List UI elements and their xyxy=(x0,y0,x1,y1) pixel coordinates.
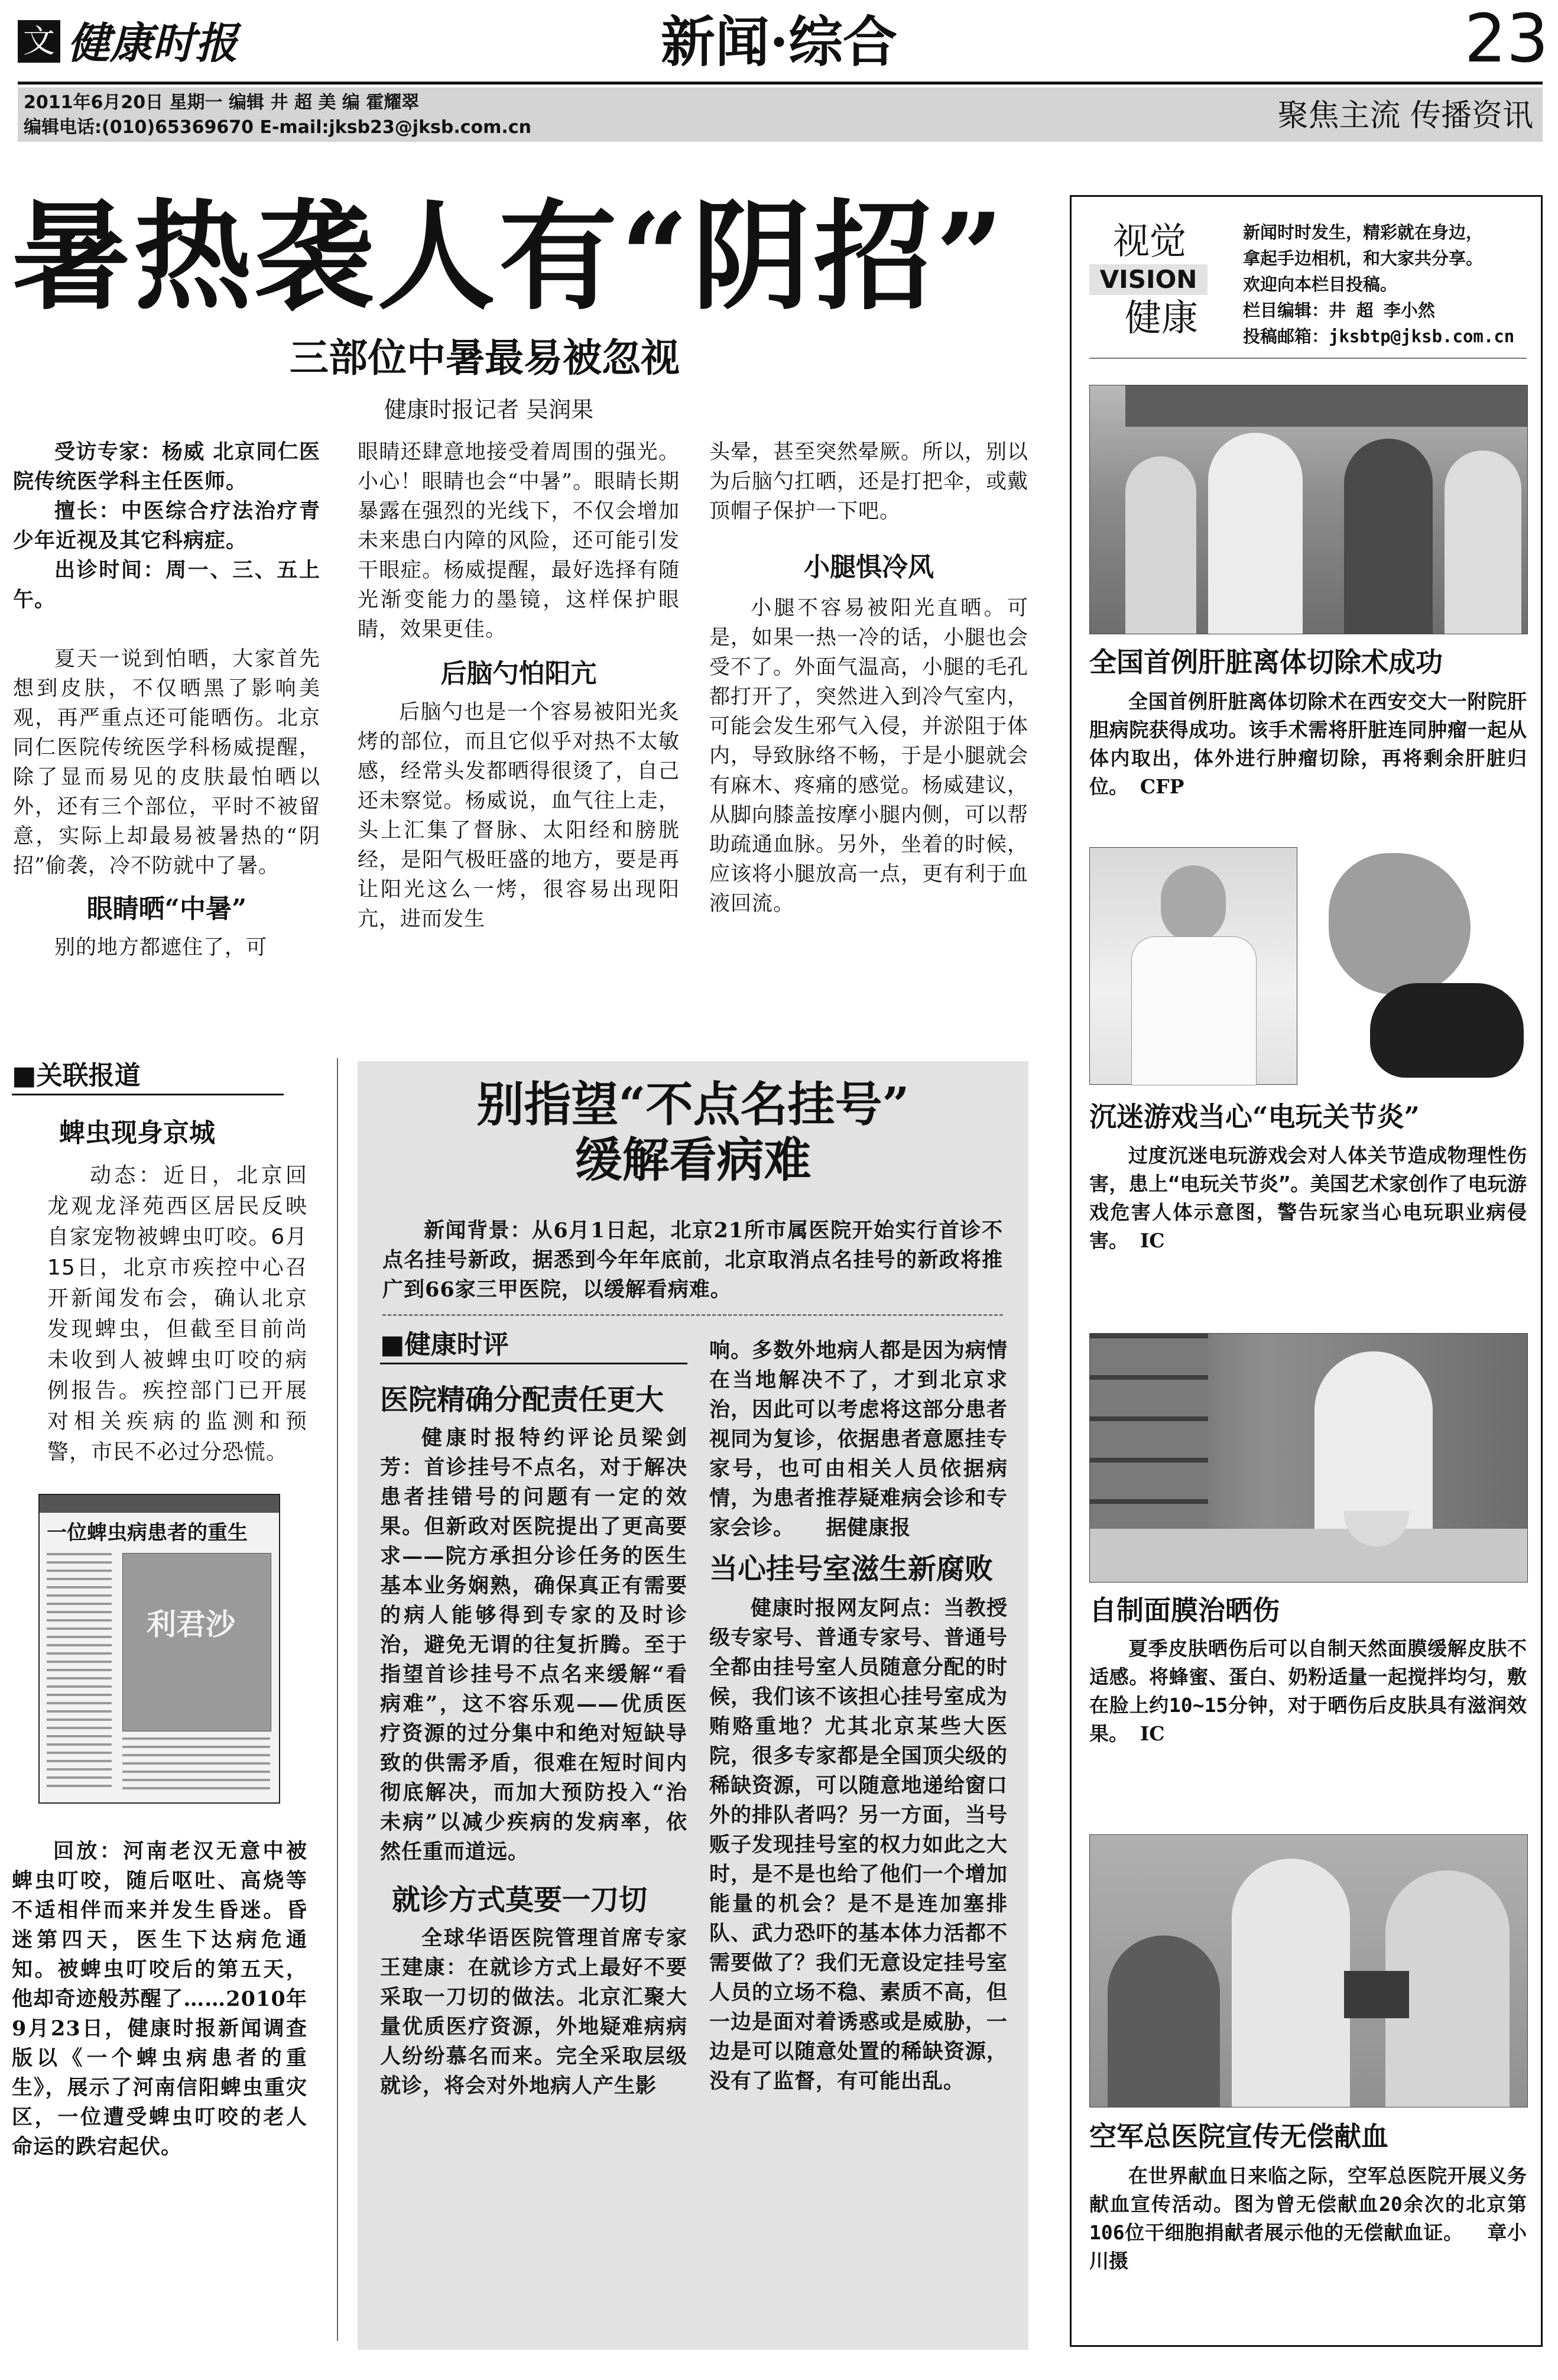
expert-intro-line: 出诊时间：周一、三、五上午。 xyxy=(13,558,320,612)
subheading-eyes: 眼睛晒“中暑” xyxy=(86,894,247,924)
expert-intro-line: 擅长：中医综合疗法治疗青少年近视及其它科病症。 xyxy=(13,499,320,553)
clipping-header-bar xyxy=(40,1495,279,1513)
masthead-info-bar xyxy=(18,87,1543,142)
vision-item-body: 全国首例肝脏离体切除术在西安交大一附院肝胆病院获得成功。该手术需将肝脏连同肿瘤一起从体内取出，体外进行肿瘤切除，再将剩余肝脏归位。 xyxy=(1089,690,1527,798)
vision-item-title: 全国首例肝脏离体切除术成功 xyxy=(1089,646,1443,678)
photo-liver-surgery xyxy=(1089,385,1528,634)
comment-column-right xyxy=(709,1336,1008,2341)
photo-controller xyxy=(1370,983,1524,1078)
photo-blood-donation xyxy=(1089,1834,1528,2107)
expert-intro xyxy=(13,437,320,615)
clipping-ad-image xyxy=(122,1553,271,1732)
photo-figure xyxy=(1344,439,1433,634)
vision-intro xyxy=(1243,219,1533,349)
comment-source: 据健康报 xyxy=(826,1516,911,1540)
lead-column-3 xyxy=(709,437,1028,1040)
lead-headline: 暑热袭人有“阴招” xyxy=(12,187,1008,326)
photo-banner xyxy=(1125,385,1527,427)
vision-item-body: 夏季皮肤晒伤后可以自制天然面膜缓解皮肤不适感。将蜂蜜、蛋白、奶粉适量一起搅拌均匀，敷在脸上约10~15分钟，对于晒伤后皮肤具有滋润效果。 xyxy=(1089,1637,1527,1745)
photo-figure xyxy=(1161,865,1226,942)
lead-column-1 xyxy=(13,437,320,1040)
photo-table xyxy=(1090,1529,1527,1582)
vision-item-title: 沉迷游戏当心“电玩关节炎” xyxy=(1089,1101,1420,1133)
photo-certificate xyxy=(1344,1971,1409,2018)
paper-logo-glyph: 文 xyxy=(18,20,60,63)
comment-body: 健康时报网友阿点：当教授级专家号、普通专家号、普通号全都由挂号室人员随意分配的时候，我们该不该担心挂号室成为贿赂重地？尤其北京某些大医院，很多专家都是全国顶尖级的稀缺资源，可以随意地递给窗口外的排队者吗？另一方面，当号贩子发现挂号室的权力如此之大时，是不是也给了他们一个增加能量的机会？是不是连加塞排队、武力恐吓的基本体力活都不需要做了？我们无意设定挂号室人员的立场不稳、素质不高，但一边是面对着诱惑或是威胁，一边是可以随意处置的稀缺资源，没有了监督，有可能出乱。 xyxy=(709,1596,1008,2093)
photo-credit: CFP xyxy=(1140,775,1184,798)
subheading-back-of-head: 后脑勺怕阳亢 xyxy=(440,659,597,689)
comment-body: 全球华语医院管理首席专家王建康：在就诊方式上最好不要采取一刀切的做法。北京汇聚大量优质医疗资源，外地疑难病病人纷纷慕名而来。完全采取层级就诊，将会对外地病人产生影 xyxy=(380,1926,687,2098)
registration-box xyxy=(358,1061,1028,2350)
lead-paragraph: 别的地方都遮住了，可 xyxy=(54,936,268,959)
vision-item-body: 在世界献血日来临之际，空军总医院开展义务献血宣传活动。图为曾无偿献血20余次的北京第106位干细胞捐献者展示他的无偿献血证。 xyxy=(1089,2164,1527,2244)
photo-credit: IC xyxy=(1140,1229,1165,1252)
photo-figure xyxy=(1125,456,1196,634)
vision-intro-line: 欢迎向本栏目投稿。 xyxy=(1243,274,1398,294)
photo-figure xyxy=(1445,450,1521,634)
photo-figure xyxy=(1131,936,1257,1085)
vision-header-rule xyxy=(1089,358,1527,359)
photo-figure xyxy=(1232,1859,1350,2107)
lead-paragraph: 头晕，甚至突然晕厥。所以，别以为后脑勺扛晒，还是打把伞，或戴顶帽子保护一下吧。 xyxy=(709,440,1029,523)
vision-email: 投稿邮箱：jksbtp@jksb.com.cn xyxy=(1243,326,1515,346)
vision-item-body: 过度沉迷电玩游戏会对人体关节造成物理性伤害，患上“电玩关节炎”。美国艺术家创作了电玩游戏危害人体示意图，警告玩家当心电玩职业病侵害。 xyxy=(1089,1144,1527,1252)
masthead-rule xyxy=(18,82,1543,85)
photo-credit: 章小川摄 xyxy=(1089,2221,1527,2272)
photo-figure xyxy=(1208,433,1303,634)
related-review: 回放：河南老汉无意中被蜱虫叮咬，随后呕吐、高烧等不适相伴而来并发生昏迷。昏迷第四天，医生下达病危通知。被蜱虫叮咬后的第五天，他却奇迹般苏醒了……2010年9月23日，健康时报新闻调查版以《一个蜱虫病患者的重生》，展示了河南信阳蜱虫重灾区，一位遭受蜱虫叮咬的老人命运的跌宕起伏。 xyxy=(12,1839,307,2159)
subheading-calves: 小腿惧冷风 xyxy=(804,552,934,582)
lead-byline: 健康时报记者 吴润果 xyxy=(384,397,594,423)
related-report xyxy=(12,1058,319,2353)
vision-item-text xyxy=(1089,688,1527,801)
vision-label-cn: 视觉 xyxy=(1113,219,1187,262)
comment-body: 健康时报特约评论员梁剑芳：首诊挂号不点名，对于解决患者挂错号的问题有一定的效果。但新政对医院提出了更高要求——院方承担分诊任务的医生基本业务娴熟，确保真正有需要的病人能够得到专家的及时诊治，避免无谓的往复折腾。至于指望首诊挂号不点名来缓解“看病难”，这不容乐观——优质医疗资源的过分集中和绝对短缺导致的供需矛盾，很难在短时间内彻底解决，而加大预防投入“治未病”以减少疾病的发病率，依然任重而道远。 xyxy=(380,1426,687,1864)
news-background: 新闻背景：从6月1日起，北京21所市属医院开始实行首诊不点名挂号新政，据悉到今年年底前，北京取消点名挂号的新政将推广到66家三甲医院，以缓解看病难。 xyxy=(382,1218,1003,1302)
newspaper-clipping xyxy=(38,1494,280,1804)
vision-item-text xyxy=(1089,1142,1527,1255)
expert-intro-line: 受访专家：杨威 北京同仁医院传统医学科主任医师。 xyxy=(13,440,320,494)
contact-line: 编辑电话:(010)65369670 E-mail:jksb23@jksb.com.cn xyxy=(24,117,531,138)
vision-item-title: 自制面膜治晒伤 xyxy=(1089,1594,1280,1626)
lead-subheadline: 三部位中暑最易被忽视 xyxy=(290,335,680,381)
comment-column-left xyxy=(380,1327,687,2332)
slogan: 聚焦主流 传播资讯 xyxy=(1277,98,1533,134)
vision-item-title: 空军总医院宣传无偿献血 xyxy=(1089,2120,1388,2152)
lead-paragraph: 小腿不容易被阳光直晒。可是，如果一热一冷的话，小腿也会受不了。外面气温高，小腿的毛孔都打开了，突然进入到冷气室内，可能会发生邪气入侵，并淤阻于体内，导致脉络不畅，于是小腿就会有麻木、疼痛的感觉。杨威建议，从脚向膝盖按摩小腿内侧，可以帮助疏通血脉。另外，坐着的时候，应该将小腿放高一点，更有利于血液回流。 xyxy=(709,596,1029,916)
photo-figure xyxy=(1108,1935,1220,2107)
photo-gaming-arthritis xyxy=(1089,847,1527,1084)
lead-column-2 xyxy=(358,437,680,1040)
vision-intro-line: 拿起手边相机，和大家共分享。 xyxy=(1243,248,1484,268)
clipping-ad-text: 利君沙 xyxy=(147,1607,235,1642)
vision-label-en: VISION xyxy=(1089,264,1208,295)
page-number: 23 xyxy=(1464,1,1549,77)
registration-headline: 缓解看病难 xyxy=(574,1132,812,1188)
clipping-text-block xyxy=(47,1553,112,1789)
dashed-divider xyxy=(382,1314,1003,1316)
masthead xyxy=(0,0,1558,145)
photo-hand xyxy=(1329,853,1471,995)
comment-title: 医院精确分配责任更大 xyxy=(380,1383,664,1416)
related-title: 蜱虫现身京城 xyxy=(59,1118,215,1148)
comment-body-text: 响。多数外地病人都是因为病情在当地解决不了，才到北京求治，因此可以考虑将这部分患者视同为复诊，依据患者意愿挂专家号，也可由相关人员依据病情，为患者推荐疑难病会诊和专家会诊。 xyxy=(709,1338,1008,1540)
lead-paragraph: 后脑勺也是一个容易被阳光炙烤的部位，而且它似乎对热不太敏感，经常头发都晒得很烫了，自己还未察觉。杨威说，血气往上走，头上汇集了督脉、太阳经和膀胱经，是阳气极旺盛的地方，要是再让阳光这么一烤，很容易出现阳亢，进而发生 xyxy=(358,701,680,931)
vision-logo xyxy=(1089,221,1213,339)
photo-man-holding-controller xyxy=(1089,847,1297,1085)
comment-title: 就诊方式莫要一刀切 xyxy=(392,1883,648,1917)
clipping-title: 一位蜱虫病患者的重生 xyxy=(47,1521,248,1545)
date-line: 2011年6月20日 星期一 编辑 井 超 美 编 霍耀翠 xyxy=(24,92,420,113)
lead-paragraph: 夏天一说到怕晒，大家首先想到皮肤，不仅晒黑了影响美观，再严重点还可能晒伤。北京同仁医院传统医学科杨威提醒，除了显而易见的皮肤最怕晒以外，还有三个部位，平时不被留意，实际上却最易被暑热的“阴招”偷袭，冷不防就中了暑。 xyxy=(13,647,320,878)
paper-logo xyxy=(18,18,266,71)
related-body: 动态：近日，北京回龙观龙泽苑西区居民反映自家宠物被蜱虫叮咬。6月15日，北京市疾控中心召开新闻发布会，确认北京发现蜱虫，但截至目前尚未收到人被蜱虫叮咬的病例报告。疾控部门已开展对相关疾病的监测和预警，市民不必过分恐慌。 xyxy=(47,1163,307,1464)
photo-face-mask-prep xyxy=(1089,1333,1528,1583)
vision-intro-line: 新闻时时发生，精彩就在身边， xyxy=(1243,222,1484,242)
photo-credit: IC xyxy=(1140,1722,1165,1745)
vision-item-text xyxy=(1089,2162,1527,2275)
lead-paragraph: 眼睛还肆意地接受着周围的强光。小心！眼睛也会“中暑”。眼睛长期暴露在强烈的光线下，不仅会增加未来患白内障的风险，还可能引发干眼症。杨威提醒，最好选择有随光渐变能力的墨镜，这样保护眼睛，效果更佳。 xyxy=(358,440,680,641)
section-title: 新闻·综合 xyxy=(660,10,898,74)
vision-editors: 栏目编辑：井 超 李小然 xyxy=(1243,300,1435,320)
photo-deformed-hand xyxy=(1317,847,1527,1084)
column-divider xyxy=(337,1058,338,2341)
vision-sidebar xyxy=(1070,195,1543,2347)
comment-body xyxy=(709,1336,1008,1543)
comment-title: 当心挂号室滋生新腐败 xyxy=(709,1552,994,1585)
comment-label: ■健康时评 xyxy=(380,1327,687,1364)
registration-headline: 别指望“不点名挂号” xyxy=(476,1076,910,1132)
clipping-text-block xyxy=(122,1737,270,1791)
related-label: ■关联报道 xyxy=(12,1058,284,1095)
paper-name: 健康时报 xyxy=(67,18,238,68)
vision-item-text xyxy=(1089,1635,1527,1748)
vision-label-cn: 健康 xyxy=(1125,296,1199,339)
